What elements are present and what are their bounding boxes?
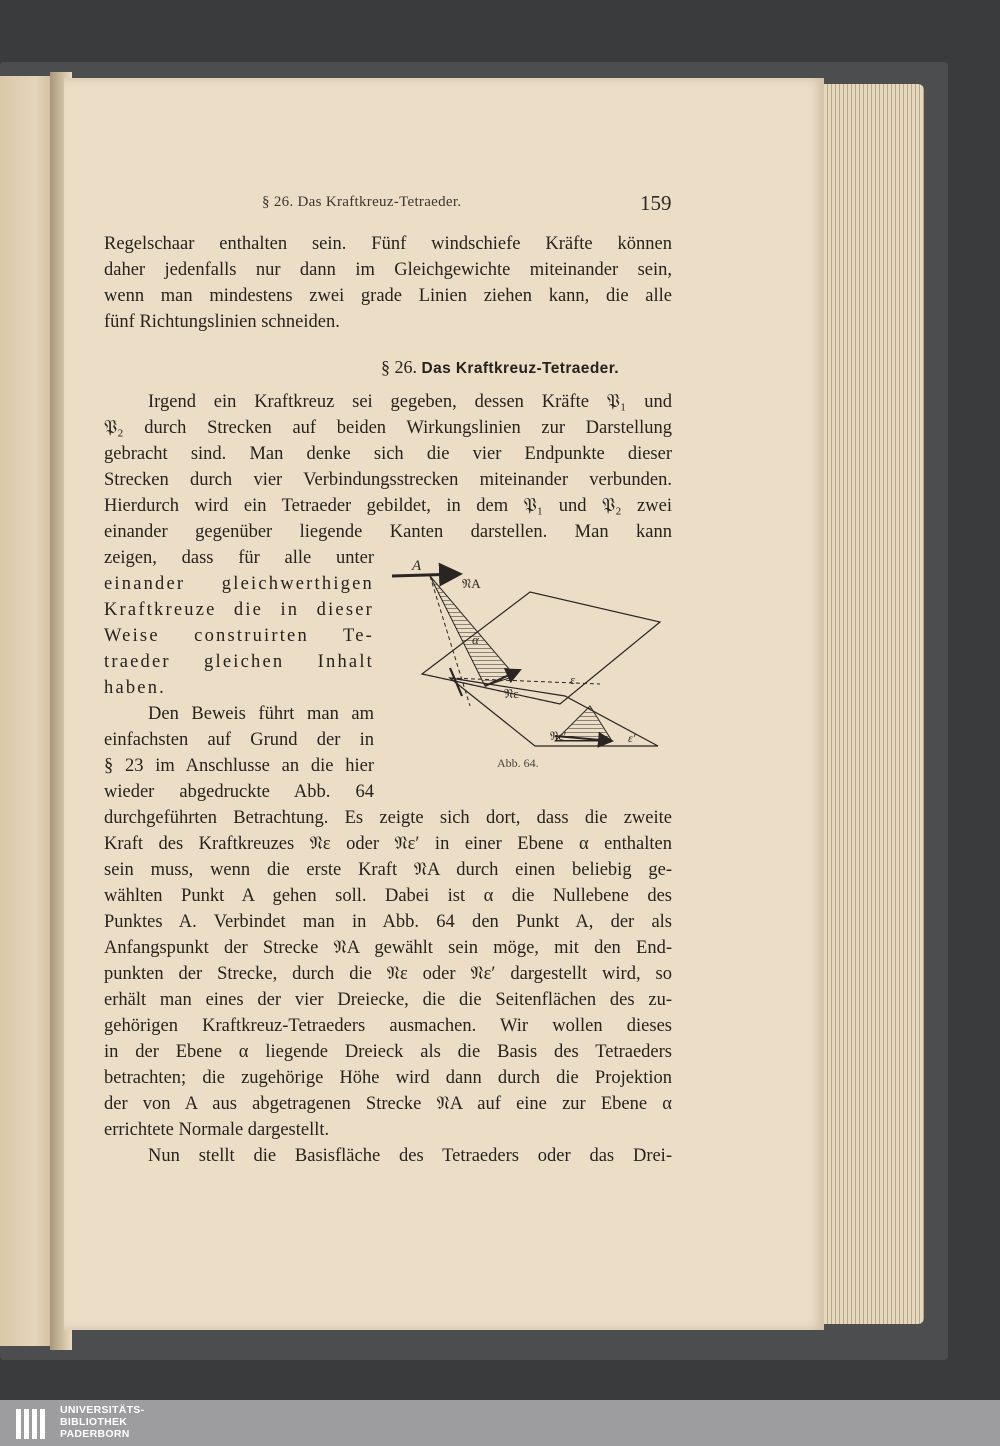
text-line: Weise construirten Te- (104, 626, 374, 646)
figure-abb-64 (390, 556, 670, 756)
text-line: durchgeführten Betrachtung. Es zeigte sich dort, dass die zweite (104, 808, 672, 828)
text-line: zeigen, dass für alle unter (104, 548, 374, 568)
text-line: erhält man eines der vier Dreiecke, die die Seitenflächen des zu- (104, 990, 672, 1010)
text-line: fünf Richtungslinien schneiden. (104, 312, 340, 332)
text-line: wählten Punkt A gehen soll. Dabei ist α die Nullebene des (104, 886, 672, 906)
label-force-epsilon: 𝔑ε (504, 686, 519, 701)
page-edges (812, 84, 924, 1324)
text-line: Kraft des Kraftkreuzes 𝔑ε oder 𝔑ε′ in einer Ebene α enthalten (104, 834, 672, 854)
text-line: punkten der Strecke, durch die 𝔑ε oder 𝔑ε′ dargestellt wird, so (104, 964, 672, 984)
label-epsilon-prime: ε′ (628, 731, 636, 745)
text-line: § 23 im Anschlusse an die hier (104, 756, 374, 776)
text-line: gehörigen Kraftkreuz-Tetraeders ausmachen. Wir wollen dieses (104, 1016, 672, 1036)
figure-caption: Abb. 64. (497, 756, 539, 770)
label-point-a: A (412, 558, 422, 574)
text-line: der von A aus abgetragenen Strecke 𝔑A auf eine zur Ebene α (104, 1094, 672, 1114)
text-line: traeder gleichen Inhalt (104, 652, 374, 672)
text-line: wenn man mindestens zwei grade Linien ziehen kann, die alle (104, 286, 672, 306)
text-line: einander gleichwerthigen (104, 574, 374, 594)
force-arrow-a (392, 574, 460, 576)
text-line: errichtete Normale dargestellt. (104, 1120, 330, 1140)
text-line: wieder abgedruckte Abb. 64 (104, 782, 374, 802)
text-line: Nun stellt die Basisfläche des Tetraeders oder das Drei- (148, 1146, 672, 1166)
label-alpha: α (472, 632, 479, 647)
text-line: sein muss, wenn die erste Kraft 𝔑A durch einen beliebig ge- (104, 860, 672, 880)
text-line: Anfangspunkt der Strecke 𝔑A gewählt sein möge, mit den End- (104, 938, 672, 958)
text-line: Kraftkreuze die in dieser (104, 600, 374, 620)
hatched-triangle (430, 576, 515, 686)
label-force-a: 𝔑A (462, 576, 481, 591)
library-line: BIBLIOTHEK (60, 1416, 128, 1428)
page-number: 159 (640, 191, 672, 215)
section-heading (0, 357, 1000, 385)
text-line: einander gegenüber liegende Kanten darstellen. Man kann (104, 522, 672, 542)
text-line: haben. (104, 678, 166, 698)
section-number: § 26. (380, 357, 417, 377)
text-line: 𝔓₂ durch Strecken auf beiden Wirkungslinien zur Darstellung (104, 418, 672, 438)
text-line: Irgend ein Kraftkreuz sei gegeben, dessen Kräfte 𝔓₁ und (148, 392, 672, 412)
label-epsilon: ε (570, 672, 576, 687)
text-line: Hierdurch wird ein Tetraeder gebildet, in dem 𝔓₁ und 𝔓₂ zwei (104, 496, 672, 516)
text-line: daher jedenfalls nur dann im Gleichgewichte miteinander sein, (104, 260, 672, 280)
text-line: in der Ebene α liegende Dreieck als die Basis des Tetraeders (104, 1042, 672, 1062)
label-force-epsilon-prime: 𝔑ε′ (550, 729, 567, 743)
library-name (60, 1404, 144, 1440)
library-line: UNIVERSITÄTS- (60, 1404, 145, 1416)
section-title: Das Kraftkreuz-Tetraeder. (421, 360, 619, 377)
text-line: gebracht sind. Man denke sich die vier Endpunkte dieser (104, 444, 672, 464)
library-line: PADERBORN (60, 1428, 130, 1440)
text-line: Regelschaar enthalten sein. Fünf windschiefe Kräfte können (104, 234, 672, 254)
running-head-title: § 26. Das Kraftkreuz-Tetraeder. (262, 194, 462, 210)
library-footer (0, 1400, 1000, 1446)
running-head (0, 191, 1000, 221)
library-logo-icon (14, 1407, 50, 1441)
text-line: Den Beweis führt man am (148, 704, 374, 724)
text-line: einfachsten auf Grund der in (104, 730, 374, 750)
text-line: Strecken durch vier Verbindungsstrecken miteinander verbunden. (104, 470, 672, 490)
text-line: betrachten; die zugehörige Höhe wird dann durch die Projektion (104, 1068, 672, 1088)
text-line: Punktes A. Verbindet man in Abb. 64 den Punkt A, der als (104, 912, 672, 932)
